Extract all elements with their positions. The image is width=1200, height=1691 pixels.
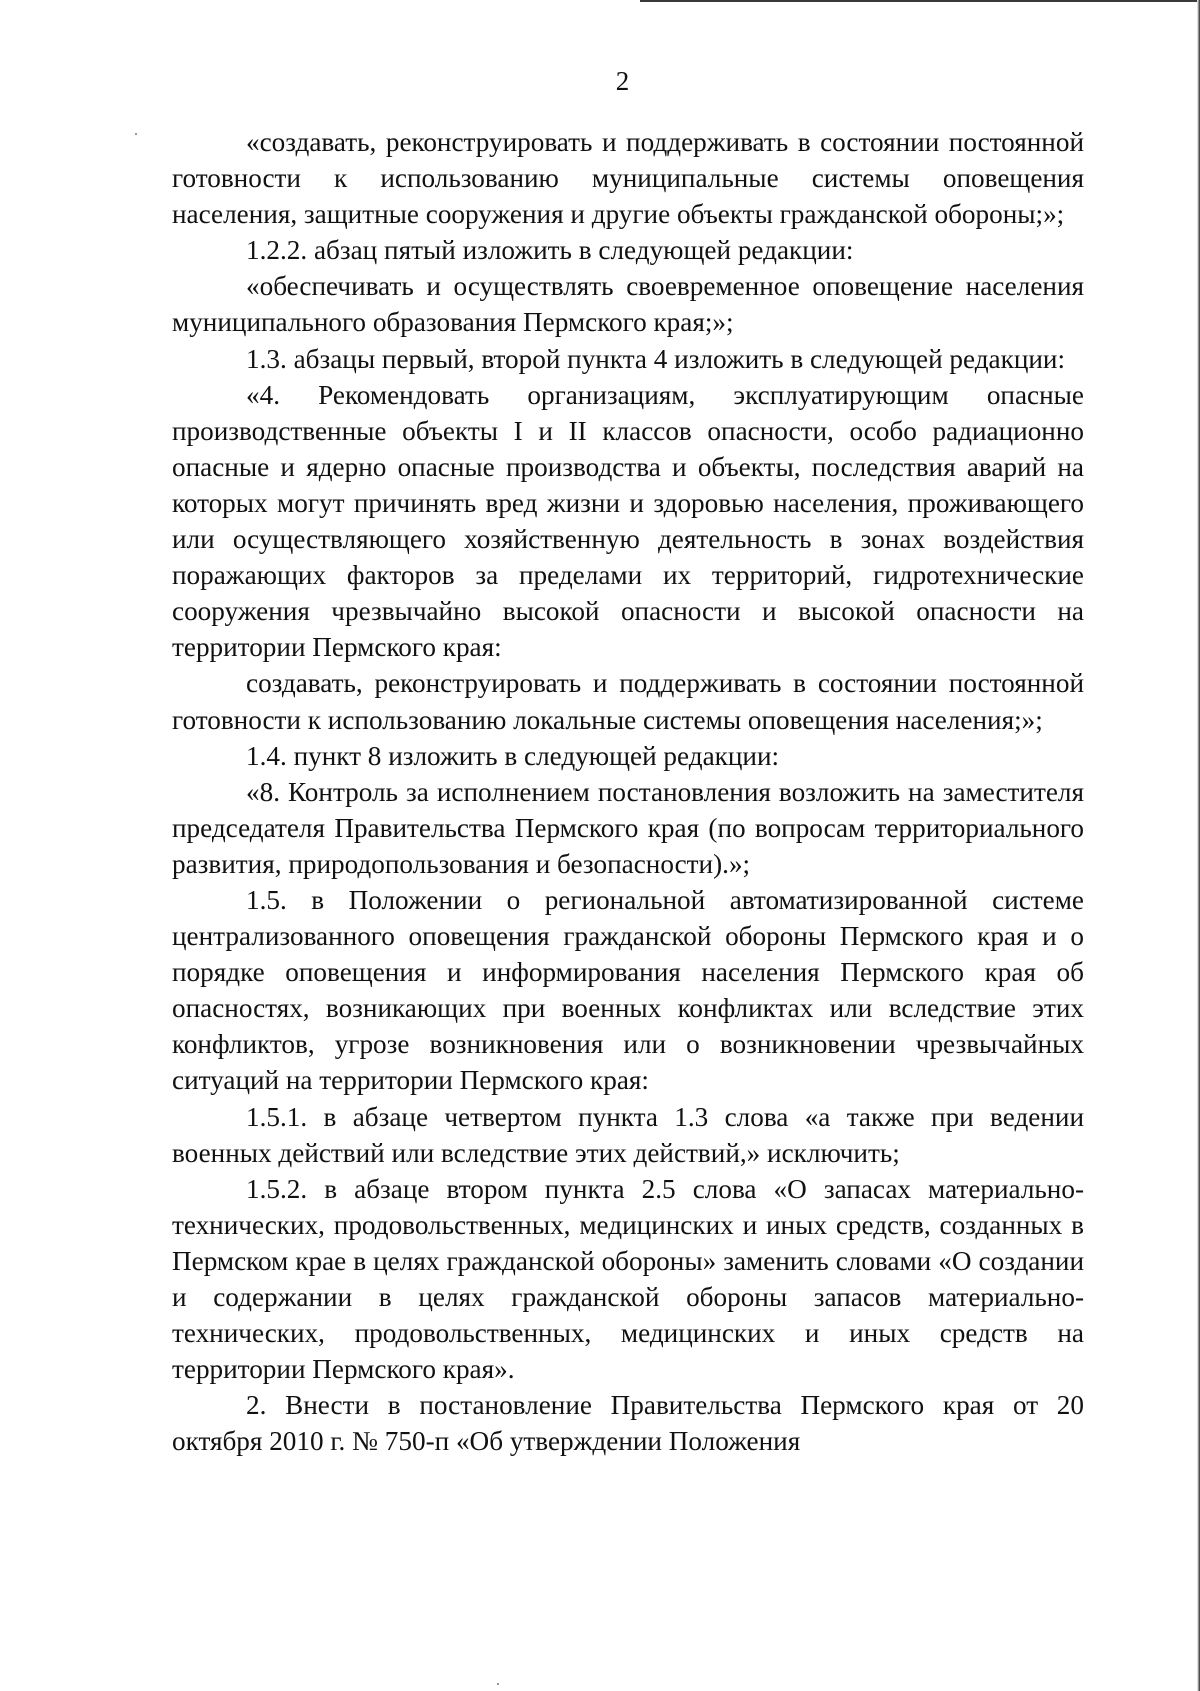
document-body <box>172 124 1084 1459</box>
page-number: 2 <box>615 66 630 96</box>
scan-speck <box>135 133 137 135</box>
paragraph: 2. Внести в постановление Правительства Пермского края от 20 октября 2010 г. № 750-п «Об утверждении Положения <box>172 1390 1084 1457</box>
paragraph: «создавать, реконструировать и поддерживать в состоянии постоянной готовности к использованию муниципальные системы оповещения населения, защитные сооружения и другие объекты гражданской обороны;»; <box>172 127 1084 230</box>
paragraph: 1.4. пункт 8 изложить в следующей редакции: <box>246 740 780 771</box>
paragraph: создавать, реконструировать и поддерживать в состоянии постоянной готовности к использованию локальные системы оповещения населения;»; <box>172 668 1084 735</box>
paragraph: «обеспечивать и осуществлять своевременное оповещение населения муниципального образования Пермского края;»; <box>172 271 1084 338</box>
paragraph: «4. Рекомендовать организациям, эксплуатирующим опасные производственные объекты I и II классов опасности, особо радиационно опасные и ядерно опасные производства и объекты, последствия аварий на которых могут причинять вред жизни и здоровью населения, проживающего или осуществляющего хозяйственную деятельность в зонах воздействия поражающих факторов за пределами их территорий, гидротехнические сооружения чрезвычайно высокой опасности и высокой опасности на территории Пермского края: <box>172 379 1084 663</box>
paragraph: 1.2.2. абзац пятый изложить в следующей редакции: <box>246 235 854 266</box>
paragraph: 1.5.2. в абзаце втором пункта 2.5 слова «О запасах материально-технических, продовольственных, медицинских и иных средств, созданных в Пермском крае в целях гражданской обороны» заменить словами «О создании и содержании в целях гражданской обороны запасов материально-технических, продовольственных, медицинских и иных средств на территории Пермского края». <box>172 1173 1084 1385</box>
paragraph: 1.5. в Положении о региональной автоматизированной системе централизованного оповещения гражданской обороны Пермского края и о порядке оповещения и информирования населения Пермского края об опасностях, возникающих при военных конфликтах или вследствие этих конфликтов, угрозе возникновения или о возникновении чрезвычайных ситуаций на территории Пермского края: <box>172 884 1084 1096</box>
scan-edge-top <box>640 0 1200 2</box>
paragraph: 1.3. абзацы первый, второй пункта 4 изложить в следующей редакции: <box>246 343 1066 374</box>
paragraph: «8. Контроль за исполнением постановления возложить на заместителя председателя Правительства Пермского края (по вопросам территориального развития, природопользования и безопасности).»; <box>172 776 1084 879</box>
paragraph: 1.5.1. в абзаце четвертом пункта 1.3 слова «а также при ведении военных действий или вследствие этих действий,» исключить; <box>172 1101 1084 1168</box>
scan-speck <box>497 1683 499 1685</box>
